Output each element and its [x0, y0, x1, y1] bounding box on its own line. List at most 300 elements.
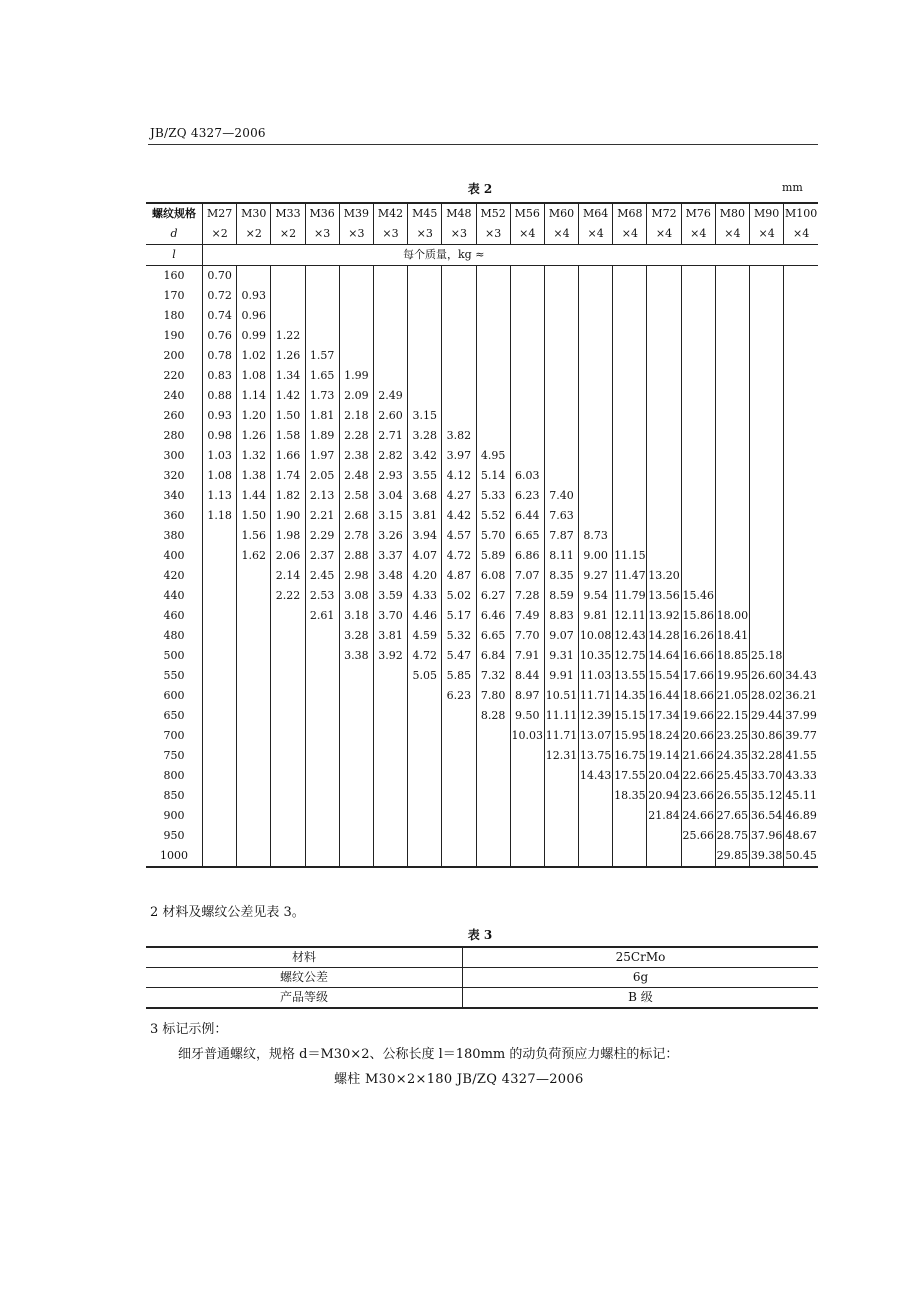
mass-cell — [647, 306, 681, 326]
spec-cell: M56 — [510, 203, 544, 224]
mass-cell: 7.91 — [510, 646, 544, 666]
mass-cell: 5.52 — [476, 506, 510, 526]
table-row — [146, 366, 818, 386]
mass-cell: 6.27 — [476, 586, 510, 606]
mass-cell — [613, 266, 647, 287]
mass-cell — [715, 486, 749, 506]
mass-cell — [476, 786, 510, 806]
mass-cell — [408, 686, 442, 706]
mass-cell — [681, 486, 715, 506]
mass-cell — [750, 446, 784, 466]
mass-cell: 8.73 — [579, 526, 613, 546]
mass-cell: 20.04 — [647, 766, 681, 786]
mass-cell — [784, 486, 818, 506]
mass-cell — [442, 286, 476, 306]
table-row — [146, 446, 818, 466]
mass-cell — [339, 326, 373, 346]
pitch-cell: ×2 — [203, 224, 237, 245]
mass-cell — [579, 786, 613, 806]
mass-cell — [203, 706, 237, 726]
mass-cell: 8.83 — [544, 606, 578, 626]
mass-table — [146, 202, 818, 868]
mass-cell: 43.33 — [784, 766, 818, 786]
mass-cell: 9.27 — [579, 566, 613, 586]
mass-cell — [579, 506, 613, 526]
mass-cell: 30.86 — [750, 726, 784, 746]
mass-cell: 28.02 — [750, 686, 784, 706]
mass-cell — [305, 306, 339, 326]
l-label: l — [146, 245, 203, 266]
mass-cell — [373, 726, 407, 746]
mass-cell: 26.60 — [750, 666, 784, 686]
mass-cell: 3.81 — [408, 506, 442, 526]
mass-cell — [715, 566, 749, 586]
spec-cell: M68 — [613, 203, 647, 224]
mass-cell — [715, 306, 749, 326]
mass-cell — [784, 286, 818, 306]
mass-cell — [442, 766, 476, 786]
mass-cell — [339, 826, 373, 846]
mass-cell: 2.45 — [305, 566, 339, 586]
mass-cell — [681, 326, 715, 346]
mass-cell: 15.86 — [681, 606, 715, 626]
mass-cell: 7.07 — [510, 566, 544, 586]
mass-cell — [305, 726, 339, 746]
length-cell: 550 — [163, 669, 185, 682]
mass-cell — [750, 606, 784, 626]
mass-cell: 3.08 — [339, 586, 373, 606]
mass-cell — [237, 806, 271, 826]
mass-cell: 2.58 — [339, 486, 373, 506]
mass-cell: 3.38 — [339, 646, 373, 666]
mass-cell: 3.82 — [442, 426, 476, 446]
mass-cell — [408, 366, 442, 386]
pitch-header-row — [146, 224, 818, 245]
mass-cell — [510, 766, 544, 786]
table-row — [146, 526, 818, 546]
mass-cell — [544, 266, 578, 287]
length-cell: 1000 — [146, 846, 203, 867]
mass-cell — [544, 806, 578, 826]
mass-cell: 8.28 — [476, 706, 510, 726]
mass-cell — [750, 386, 784, 406]
mass-cell: 19.95 — [715, 666, 749, 686]
mass-cell: 1.99 — [339, 366, 373, 386]
mass-cell — [784, 446, 818, 466]
mass-cell: 11.71 — [579, 686, 613, 706]
mass-cell: 0.72 — [203, 286, 237, 306]
mass-cell: 21.84 — [647, 806, 681, 826]
mass-cell: 9.31 — [544, 646, 578, 666]
mass-cell: 23.66 — [681, 786, 715, 806]
mass-cell: 7.63 — [544, 506, 578, 526]
mass-cell — [544, 846, 578, 867]
mass-cell — [271, 686, 305, 706]
mass-cell — [510, 406, 544, 426]
mass-cell — [476, 426, 510, 446]
length-cell: 280 — [163, 429, 185, 442]
mass-cell — [510, 266, 544, 287]
mass-cell — [544, 446, 578, 466]
table-row — [146, 646, 818, 666]
mass-cell — [750, 626, 784, 646]
mass-cell — [647, 846, 681, 867]
mass-cell — [339, 346, 373, 366]
marking-heading: 3 标记示例： — [150, 1022, 228, 1037]
mass-cell — [715, 506, 749, 526]
mass-cell — [750, 586, 784, 606]
mass-cell — [305, 266, 339, 287]
mass-cell — [784, 606, 818, 626]
mass-cell — [237, 266, 271, 287]
mass-cell — [579, 386, 613, 406]
mass-cell: 2.06 — [271, 546, 305, 566]
table-row — [146, 606, 818, 626]
mass-cell — [339, 786, 373, 806]
mass-cell — [237, 846, 271, 867]
mass-cell — [510, 806, 544, 826]
mass-cell: 3.28 — [408, 426, 442, 446]
table-row — [146, 706, 818, 726]
mass-cell — [784, 366, 818, 386]
mass-cell — [237, 666, 271, 686]
mass-cell — [613, 306, 647, 326]
pitch-cell: ×4 — [784, 224, 818, 245]
mass-cell — [647, 266, 681, 287]
mass-cell — [544, 386, 578, 406]
mass-cell — [305, 326, 339, 346]
material-value: 25CrMo — [463, 947, 819, 968]
mass-cell: 37.99 — [784, 706, 818, 726]
mass-cell: 2.13 — [305, 486, 339, 506]
mass-cell — [237, 686, 271, 706]
mass-cell: 12.43 — [613, 626, 647, 646]
mass-cell — [442, 306, 476, 326]
spec-cell: M39 — [339, 203, 373, 224]
mass-cell: 6.65 — [476, 626, 510, 646]
mass-cell — [715, 286, 749, 306]
mass-cell: 33.70 — [750, 766, 784, 786]
mass-cell: 1.08 — [203, 466, 237, 486]
mass-cell: 2.71 — [373, 426, 407, 446]
mass-cell — [271, 306, 305, 326]
pitch-cell: ×2 — [271, 224, 305, 245]
mass-cell — [750, 266, 784, 287]
mass-cell: 13.92 — [647, 606, 681, 626]
spec-header-row — [146, 203, 818, 224]
mass-cell: 19.66 — [681, 706, 715, 726]
mass-cell: 6.23 — [442, 686, 476, 706]
spec-cell: M64 — [579, 203, 613, 224]
mass-cell — [408, 786, 442, 806]
length-cell: 180 — [163, 309, 185, 322]
mass-cell — [647, 826, 681, 846]
mass-cell — [408, 386, 442, 406]
mass-cell — [613, 286, 647, 306]
mass-cell: 3.18 — [339, 606, 373, 626]
mass-cell — [203, 846, 237, 867]
mass-cell — [476, 306, 510, 326]
mass-cell: 3.68 — [408, 486, 442, 506]
mass-cell: 4.87 — [442, 566, 476, 586]
tolerance-value: 6g — [463, 968, 819, 988]
mass-cell — [442, 846, 476, 867]
mass-cell: 2.37 — [305, 546, 339, 566]
mass-cell: 12.31 — [544, 746, 578, 766]
mass-cell — [784, 526, 818, 546]
mass-cell — [408, 726, 442, 746]
mass-cell — [579, 466, 613, 486]
mass-cell — [681, 306, 715, 326]
mass-cell — [613, 426, 647, 446]
mass-cell — [203, 626, 237, 646]
mass-cell — [237, 786, 271, 806]
mass-cell — [715, 326, 749, 346]
grade-label: 产品等级 — [146, 988, 463, 1009]
mass-cell — [271, 846, 305, 867]
mass-cell — [715, 526, 749, 546]
mass-cell — [613, 846, 647, 867]
mass-cell: 9.54 — [579, 586, 613, 606]
mass-cell: 46.89 — [784, 806, 818, 826]
mass-cell: 7.70 — [510, 626, 544, 646]
mass-header-row — [146, 245, 818, 266]
mass-cell — [271, 666, 305, 686]
mass-cell — [647, 526, 681, 546]
marking-description: 细牙普通螺纹，规格 d＝M30×2、公称长度 l＝180mm 的动负荷预应力螺柱的标记： — [178, 1047, 679, 1062]
mass-cell: 4.72 — [442, 546, 476, 566]
mass-cell: 9.50 — [510, 706, 544, 726]
table-row — [146, 766, 818, 786]
mass-cell: 3.48 — [373, 566, 407, 586]
mass-cell — [681, 526, 715, 546]
pitch-cell: ×4 — [613, 224, 647, 245]
mass-cell — [784, 466, 818, 486]
tolerance-label: 螺纹公差 — [146, 968, 463, 988]
length-cell: 200 — [163, 349, 185, 362]
mass-cell: 14.28 — [647, 626, 681, 646]
mass-cell — [510, 286, 544, 306]
mass-cell — [271, 626, 305, 646]
mass-cell: 0.78 — [203, 346, 237, 366]
mass-cell: 3.81 — [373, 626, 407, 646]
table2-unit: mm — [782, 181, 803, 194]
table-row — [146, 726, 818, 746]
mass-cell: 1.66 — [271, 446, 305, 466]
mass-cell — [647, 426, 681, 446]
table-row — [146, 626, 818, 646]
mass-cell: 5.33 — [476, 486, 510, 506]
mass-cell — [613, 386, 647, 406]
mass-cell: 13.75 — [579, 746, 613, 766]
mass-cell — [715, 426, 749, 446]
spec-cell: M33 — [271, 203, 305, 224]
mass-cell — [715, 586, 749, 606]
mass-cell: 2.98 — [339, 566, 373, 586]
mass-cell: 26.55 — [715, 786, 749, 806]
mass-cell — [647, 486, 681, 506]
length-cell: 400 — [163, 549, 185, 562]
mass-cell: 13.55 — [613, 666, 647, 686]
mass-cell: 29.44 — [750, 706, 784, 726]
mass-cell: 1.74 — [271, 466, 305, 486]
mass-cell — [510, 306, 544, 326]
length-cell: 260 — [163, 409, 185, 422]
mass-cell: 9.00 — [579, 546, 613, 566]
mass-cell — [510, 746, 544, 766]
mass-cell — [579, 446, 613, 466]
mass-cell: 8.59 — [544, 586, 578, 606]
mass-cell: 37.96 — [750, 826, 784, 846]
mass-cell: 2.61 — [305, 606, 339, 626]
mass-cell — [373, 686, 407, 706]
table-row — [146, 586, 818, 606]
mass-cell: 14.64 — [647, 646, 681, 666]
mass-cell — [613, 826, 647, 846]
mass-cell: 4.12 — [442, 466, 476, 486]
mass-cell — [510, 826, 544, 846]
mass-cell — [271, 286, 305, 306]
length-cell: 220 — [163, 369, 185, 382]
mass-cell: 5.70 — [476, 526, 510, 546]
length-cell: 380 — [163, 529, 185, 542]
table-row — [146, 466, 818, 486]
mass-cell: 1.26 — [271, 346, 305, 366]
mass-cell — [715, 446, 749, 466]
mass-cell: 2.60 — [373, 406, 407, 426]
mass-cell: 15.95 — [613, 726, 647, 746]
mass-cell: 22.15 — [715, 706, 749, 726]
mass-cell — [442, 266, 476, 287]
mass-cell: 39.38 — [750, 846, 784, 867]
mass-cell: 1.89 — [305, 426, 339, 446]
mass-cell — [203, 826, 237, 846]
mass-cell: 25.66 — [681, 826, 715, 846]
mass-cell: 10.08 — [579, 626, 613, 646]
mass-cell: 24.35 — [715, 746, 749, 766]
marking-example: 螺柱 M30×2×180 JB/ZQ 4327—2006 — [334, 1072, 584, 1087]
mass-cell — [647, 326, 681, 346]
mass-cell: 6.08 — [476, 566, 510, 586]
length-cell: 700 — [163, 729, 185, 742]
mass-cell: 36.21 — [784, 686, 818, 706]
mass-cell — [203, 786, 237, 806]
mass-cell — [544, 466, 578, 486]
mass-cell — [647, 366, 681, 386]
mass-cell — [579, 406, 613, 426]
mass-cell — [373, 366, 407, 386]
header-rule — [148, 144, 818, 145]
mass-cell: 1.97 — [305, 446, 339, 466]
table-row — [146, 286, 818, 306]
mass-cell — [750, 306, 784, 326]
mass-cell: 2.09 — [339, 386, 373, 406]
mass-cell: 7.32 — [476, 666, 510, 686]
table2-title: 表 2 — [467, 182, 493, 196]
mass-cell — [681, 546, 715, 566]
mass-cell: 0.96 — [237, 306, 271, 326]
mass-cell — [715, 366, 749, 386]
mass-cell — [579, 346, 613, 366]
mass-cell — [715, 466, 749, 486]
mass-cell: 36.54 — [750, 806, 784, 826]
mass-cell: 2.21 — [305, 506, 339, 526]
mass-cell — [510, 366, 544, 386]
mass-cell — [579, 806, 613, 826]
table-row — [146, 346, 818, 366]
mass-cell: 4.72 — [408, 646, 442, 666]
mass-cell — [237, 766, 271, 786]
mass-cell: 6.44 — [510, 506, 544, 526]
mass-cell: 41.55 — [784, 746, 818, 766]
mass-cell — [544, 326, 578, 346]
length-cell: 500 — [163, 649, 185, 662]
mass-cell: 1.34 — [271, 366, 305, 386]
mass-cell — [373, 346, 407, 366]
mass-cell — [647, 386, 681, 406]
pitch-cell: ×4 — [544, 224, 578, 245]
mass-cell — [647, 546, 681, 566]
d-label: d — [146, 224, 203, 245]
mass-cell — [544, 426, 578, 446]
mass-cell — [476, 406, 510, 426]
mass-cell: 0.76 — [203, 326, 237, 346]
mass-cell: 16.26 — [681, 626, 715, 646]
mass-cell: 1.90 — [271, 506, 305, 526]
mass-cell — [647, 466, 681, 486]
mass-cell: 8.35 — [544, 566, 578, 586]
mass-cell — [510, 426, 544, 446]
mass-cell — [373, 826, 407, 846]
mass-cell: 24.66 — [681, 806, 715, 826]
mass-cell: 17.55 — [613, 766, 647, 786]
mass-cell — [408, 766, 442, 786]
mass-cell — [544, 286, 578, 306]
mass-cell: 1.82 — [271, 486, 305, 506]
mass-cell: 2.78 — [339, 526, 373, 546]
spec-cell: M76 — [681, 203, 715, 224]
mass-cell — [579, 486, 613, 506]
spec-cell: M60 — [544, 203, 578, 224]
mass-cell — [579, 326, 613, 346]
mass-cell: 7.40 — [544, 486, 578, 506]
pitch-cell: ×4 — [681, 224, 715, 245]
mass-cell: 2.14 — [271, 566, 305, 586]
mass-cell: 1.20 — [237, 406, 271, 426]
mass-cell — [203, 666, 237, 686]
mass-cell — [408, 746, 442, 766]
mass-cell — [681, 566, 715, 586]
mass-cell: 50.45 — [784, 846, 818, 867]
mass-cell — [510, 446, 544, 466]
mass-cell: 1.02 — [237, 346, 271, 366]
mass-cell — [271, 606, 305, 626]
mass-cell: 1.03 — [203, 446, 237, 466]
mass-cell — [271, 646, 305, 666]
mass-cell — [271, 746, 305, 766]
mass-cell: 2.48 — [339, 466, 373, 486]
mass-cell: 27.65 — [715, 806, 749, 826]
mass-cell — [750, 426, 784, 446]
mass-cell: 19.14 — [647, 746, 681, 766]
mass-cell: 12.39 — [579, 706, 613, 726]
mass-cell — [750, 566, 784, 586]
mass-cell — [203, 586, 237, 606]
mass-cell: 7.28 — [510, 586, 544, 606]
mass-cell — [373, 666, 407, 686]
mass-cell — [784, 426, 818, 446]
mass-cell: 23.25 — [715, 726, 749, 746]
